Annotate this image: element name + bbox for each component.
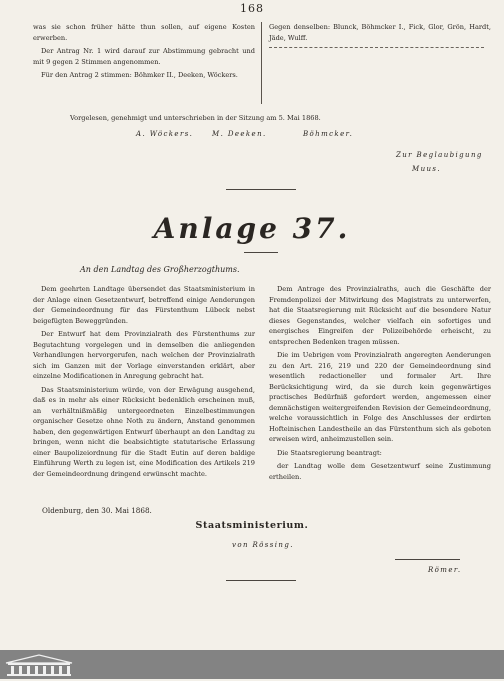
beglaubigung-name: Muus.: [412, 165, 442, 173]
top-right-column: [269, 22, 491, 48]
body-right-para-3: Die Staatsregierung beantragt:: [277, 448, 382, 457]
signer-rule: [395, 559, 460, 560]
vorgelesen-line: Vorgelesen, genehmigt und unterschrieben in der Sitzung am 5. Mai 1868.: [70, 114, 321, 122]
page-number: 168: [240, 2, 264, 15]
column-divider: [261, 22, 262, 104]
beglaubigung-label: Zur Beglaubigung: [396, 151, 483, 159]
closing-rule: [226, 580, 296, 581]
top-left-para-1: was sie schon früher hätte thun sollen, auf eigene Kosten erwerben.: [33, 23, 255, 42]
date-line: Oldenburg, den 30. Mai 1868.: [42, 506, 152, 515]
body-left-para-1: Dem geehrten Landtage übersendet das Staatsministerium in der Anlage einen Gesetzentwurf, betreffend einige Aenderungen der Gemeindeordnung für das Fürstenthum Lübeck nebst beigefügten Beweggründen.: [33, 285, 255, 325]
top-left-column: [33, 22, 255, 84]
signature-3: Böhmcker.: [303, 130, 354, 138]
fill-dashes: [269, 47, 484, 48]
body-left-column: [33, 284, 255, 482]
body-right-column: [269, 284, 491, 485]
signature-1: A. Wöckers.: [136, 130, 194, 138]
body-left-para-3: Das Staatsministerium würde, von der Erwägung ausgehend, daß es in mehr als einer Rücksicht bedenklich erscheinen muß, an verhältnißmäßig untergeordneten Einzelbestimmungen organischer Gesetze ohne Noth zu ändern, Anstand genommen haben, den gegenwärtigen Entwurf überhaupt an den Landtag zu bringen, wenn nicht die beabsichtigte statutarische Erlassung einer Baupolizeiordnung für die Stadt Eutin auf deren baldige Einführung Werth zu legen ist, eine Modification des Artikels 219 der Gemeindeordnung dringend erwünscht machte.: [33, 385, 255, 478]
library-building-icon: [4, 653, 74, 677]
addressee: An den Landtag des Großherzogthums.: [80, 265, 240, 274]
body-right-para-2: Die im Uebrigen vom Provinzialrath angeregten Aenderungen zu den Art. 216, 219 und 220 der Gemeindeordnung sind wesentlich redactioneller und formaler Art. Ihre Berücksichtigung wird, da sie durch kein gegenwärtiges practisches Bedürfniß gefordert werden, angemessen einer demnächstigen weitergreifenden Revision der Gemeindeordnung, welche voraussichtlich in Folge des Anschlusses der erdirten Hofteinischen Landestheile an das Fürstenthum sich als geboten erweisen wird, anheimzustellen sein.: [269, 351, 491, 443]
signer-left: von Rössing.: [232, 541, 294, 549]
section-rule: [226, 189, 296, 190]
body-right-para-4: der Landtag wolle dem Gesetzentwurf seine Zustimmung ertheilen.: [269, 462, 491, 481]
title-rule: [244, 252, 278, 253]
top-left-para-3: Für den Antrag 2 stimmen: Böhmker II., Deeken, Wöckers.: [41, 71, 238, 79]
anlage-title: Anlage 37.: [153, 212, 351, 245]
top-left-para-2: Der Antrag Nr. 1 wird darauf zur Abstimmung gebracht und mit 9 gegen 2 Stimmen angenommen.: [33, 47, 255, 66]
ministry-name: Staatsministerium.: [195, 520, 309, 531]
footer-bar: [0, 650, 504, 679]
body-right-para-1: Dem Antrage des Provinzialraths, auch die Geschäfte der Fremdenpolizei der Mitwirkung des Magistrats zu unterwerfen, hat die Staatsregierung mit Rücksicht auf die besondere Natur dieses Gegenstandes, welcher vielfach ein sofortiges und energisches Eingreifen der Polizeibehörde erheischt, zu entsprechen Bedenken tragen müssen.: [269, 285, 491, 346]
body-left-para-2: Der Entwurf hat dem Provinzialrath des Fürstenthums zur Begutachtung vorgelegen und in demselben die anliegenden Verhandlungen hervorgerufen, nach welchen der Provinzialrath sich im Ganzen mit der Vorlage einverstanden erklärt, aber einzelne Modificationen in Anregung gebracht hat.: [33, 330, 255, 380]
signature-2: M. Deeken.: [212, 130, 267, 138]
signer-right: Römer.: [428, 566, 462, 574]
top-right-para: Gegen denselben: Blunck, Böhmcker I., Fick, Glor, Grön, Hardt, Jäde, Wulff.: [269, 23, 491, 42]
